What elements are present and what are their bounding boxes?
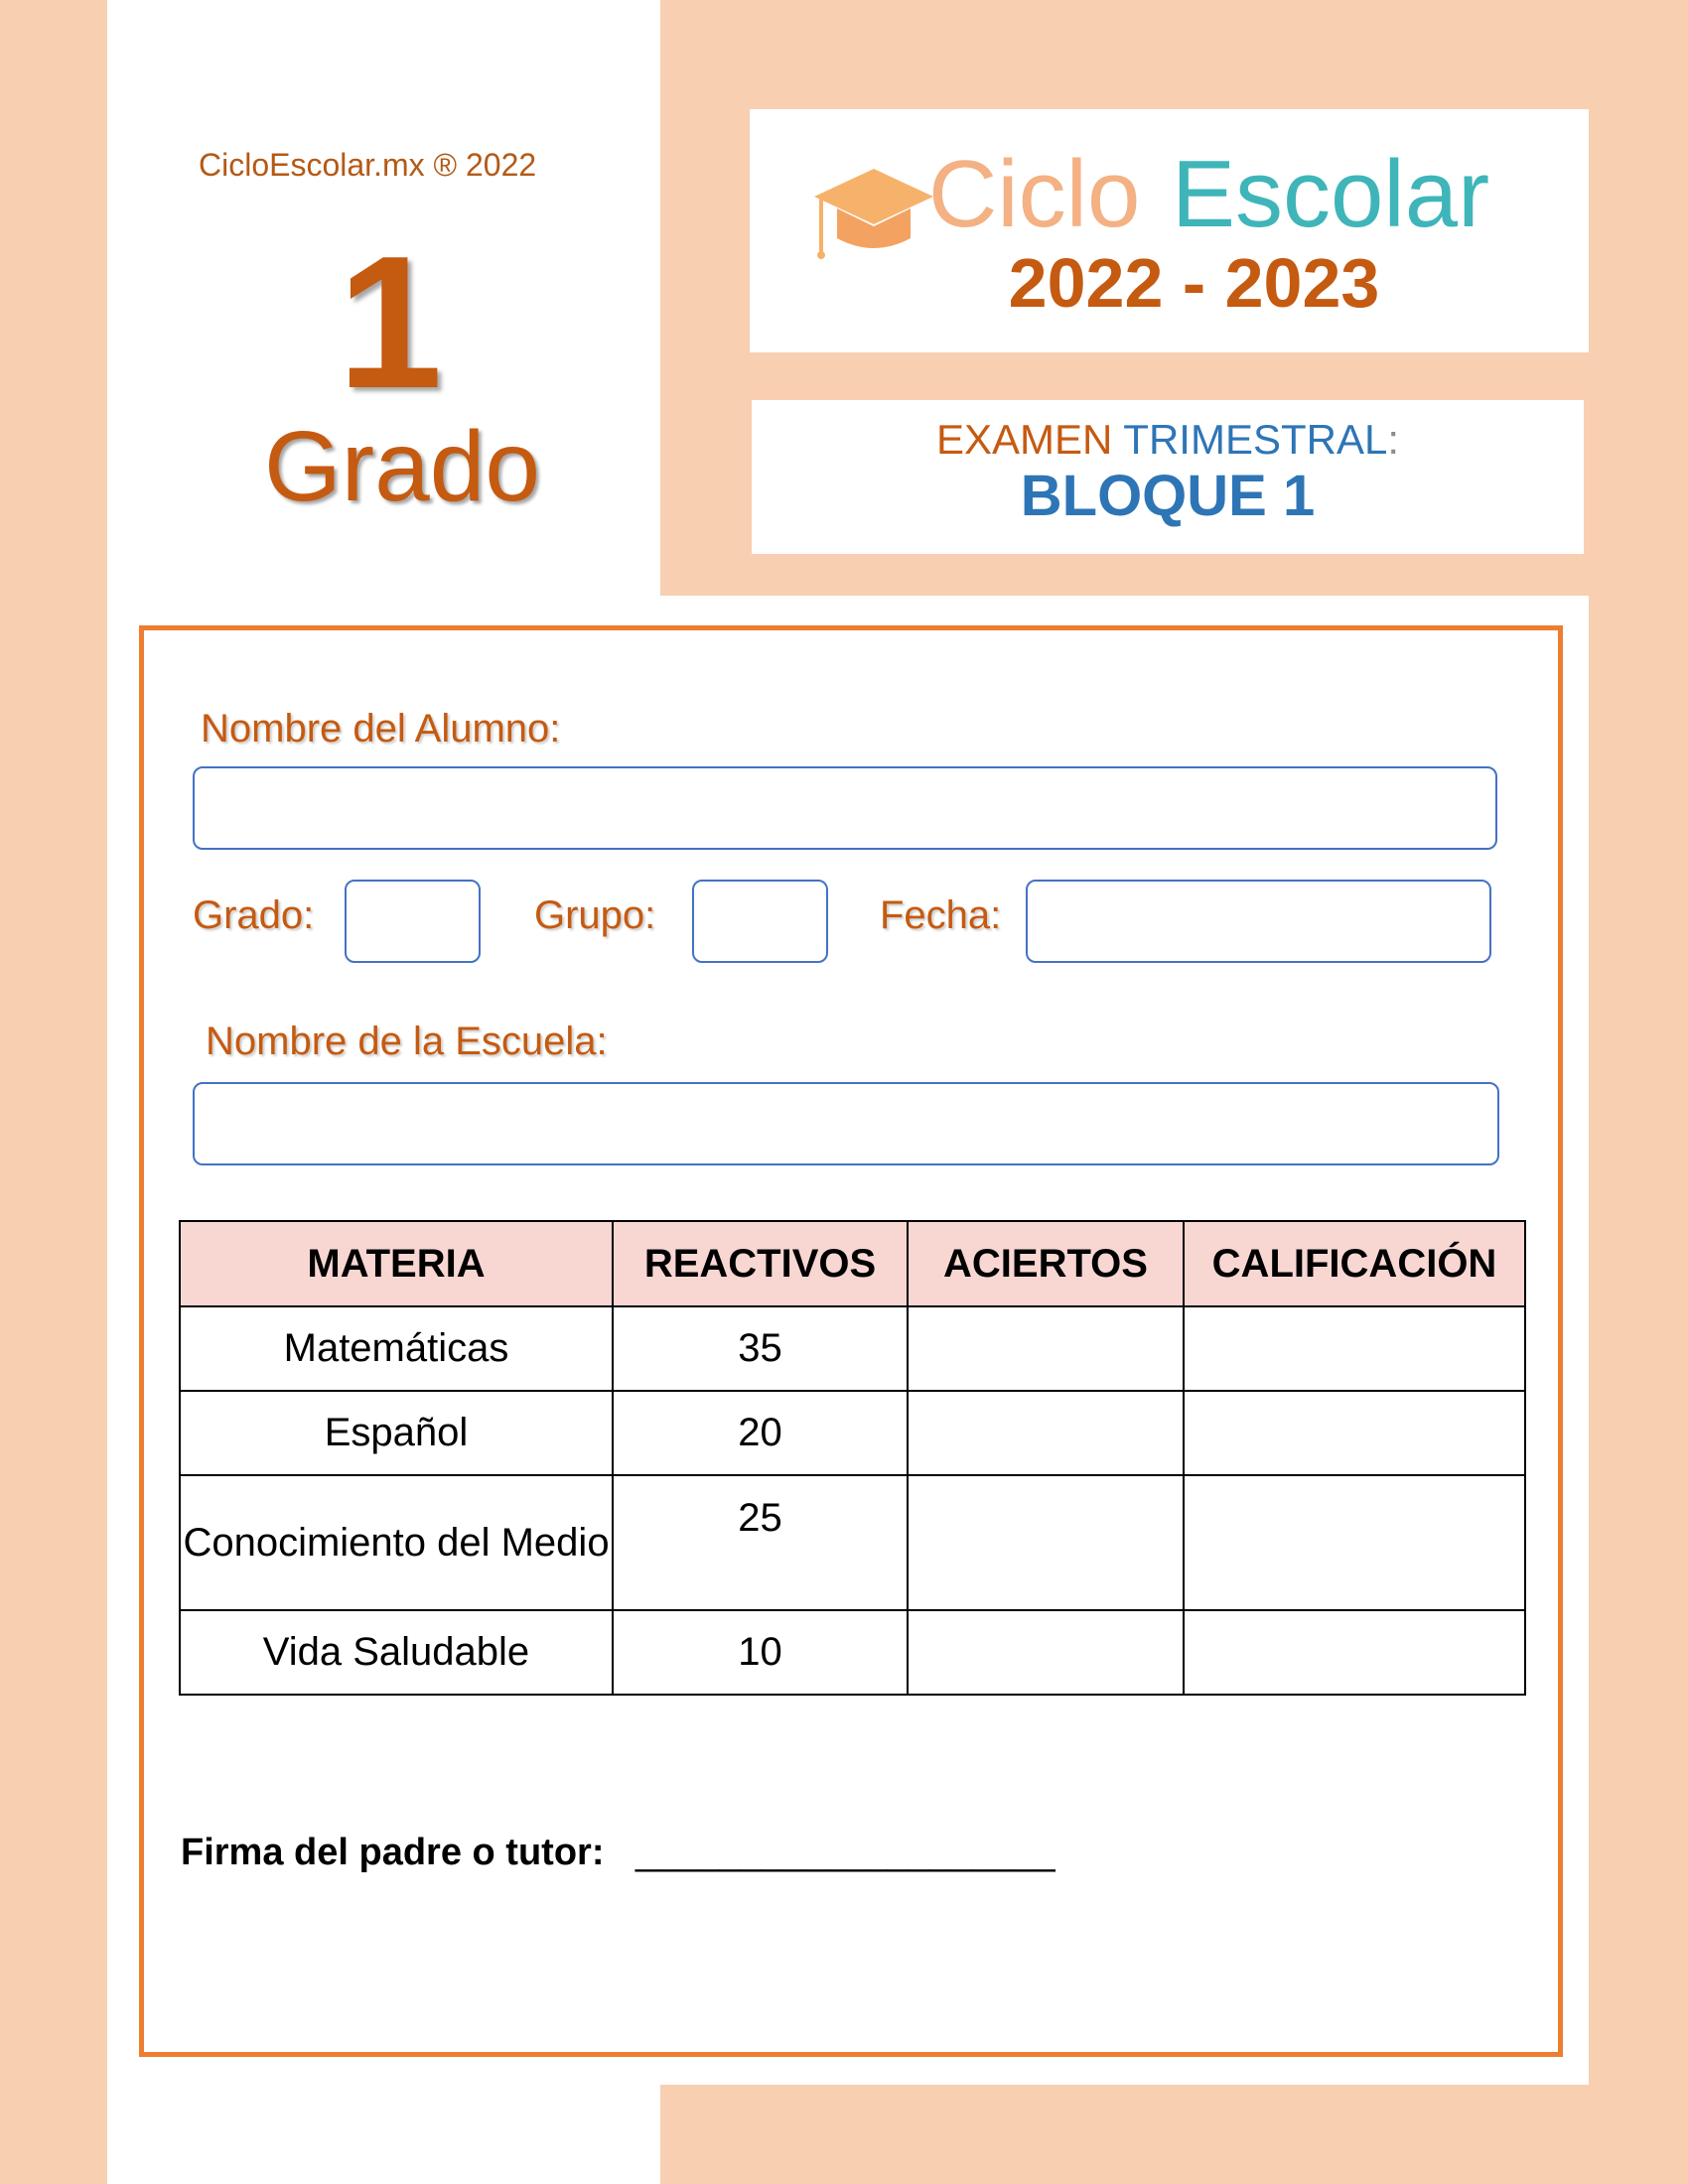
cell-materia: Matemáticas xyxy=(180,1306,613,1391)
grades-table xyxy=(179,1220,1526,1696)
cell-materia: Conocimiento del Medio xyxy=(180,1475,613,1610)
date-field[interactable] xyxy=(1026,880,1491,963)
bloque-title: BLOQUE 1 xyxy=(1020,464,1316,529)
date-label: Fecha: xyxy=(880,893,1002,937)
header-calificacion: CALIFICACIÓN xyxy=(1184,1221,1525,1306)
cell-reactivos: 25 xyxy=(613,1475,908,1610)
cell-materia: Vida Saludable xyxy=(180,1610,613,1695)
left-peach-strip xyxy=(0,0,107,2184)
exam-title-part1: EXAMEN xyxy=(936,416,1113,463)
cell-aciertos[interactable] xyxy=(908,1475,1184,1610)
school-name-field[interactable] xyxy=(193,1082,1499,1165)
cell-aciertos[interactable] xyxy=(908,1306,1184,1391)
exam-title-colon: : xyxy=(1387,416,1399,463)
cell-materia: Español xyxy=(180,1391,613,1475)
logo-word-escolar: Escolar xyxy=(1172,141,1490,247)
cell-reactivos: 10 xyxy=(613,1610,908,1695)
cell-calificacion[interactable] xyxy=(1184,1610,1525,1695)
student-name-field[interactable] xyxy=(193,766,1497,850)
table-row xyxy=(180,1475,1525,1610)
exam-title xyxy=(752,415,1584,465)
cell-calificacion[interactable] xyxy=(1184,1306,1525,1391)
bottom-right-peach-block xyxy=(660,2085,1688,2184)
cell-aciertos[interactable] xyxy=(908,1610,1184,1695)
copyright-text: CicloEscolar.mx ® 2022 xyxy=(199,147,537,183)
table-row xyxy=(180,1306,1525,1391)
exam-title-part2: TRIMESTRAL xyxy=(1123,416,1388,463)
exam-card xyxy=(752,400,1584,554)
cell-reactivos: 20 xyxy=(613,1391,908,1475)
header-reactivos: REACTIVOS xyxy=(613,1221,908,1306)
logo-card xyxy=(750,109,1589,352)
logo-word-ciclo: Ciclo xyxy=(928,141,1141,247)
grade-word: Grado xyxy=(264,411,540,522)
student-name-label: Nombre del Alumno: xyxy=(201,707,561,751)
signature-label: Firma del padre o tutor: xyxy=(181,1832,605,1873)
cell-reactivos: 35 xyxy=(613,1306,908,1391)
right-peach-strip xyxy=(1589,0,1688,2184)
grade-field[interactable] xyxy=(345,880,481,963)
table-row xyxy=(180,1391,1525,1475)
group-field[interactable] xyxy=(692,880,828,963)
table-header-row xyxy=(180,1221,1525,1306)
cell-calificacion[interactable] xyxy=(1184,1391,1525,1475)
header-materia: MATERIA xyxy=(180,1221,613,1306)
grade-label: Grado: xyxy=(193,893,315,937)
grade-number: 1 xyxy=(338,217,443,428)
header-aciertos: ACIERTOS xyxy=(908,1221,1184,1306)
group-label: Grupo: xyxy=(534,893,656,937)
cell-aciertos[interactable] xyxy=(908,1391,1184,1475)
signature-line[interactable]: ____________________ xyxy=(635,1832,1055,1873)
school-year: 2022 - 2023 xyxy=(1008,244,1380,322)
cell-calificacion[interactable] xyxy=(1184,1475,1525,1610)
table-row xyxy=(180,1610,1525,1695)
school-name-label: Nombre de la Escuela: xyxy=(206,1020,608,1063)
